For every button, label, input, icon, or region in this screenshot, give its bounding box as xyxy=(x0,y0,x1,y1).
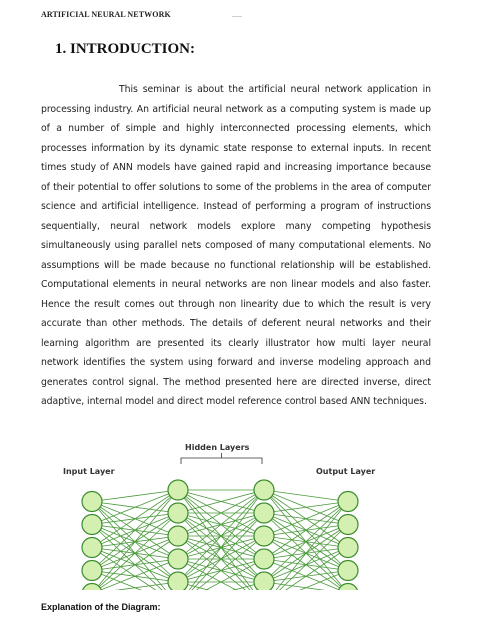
output-node xyxy=(338,561,358,581)
network-edge xyxy=(92,582,178,590)
input-node xyxy=(82,538,102,558)
hidden-node xyxy=(254,503,274,523)
network-edge xyxy=(264,490,348,590)
network-edge xyxy=(92,490,178,571)
input-layer-label: Input Layer xyxy=(63,467,115,476)
network-edge xyxy=(92,490,178,502)
output-layer-label: Output Layer xyxy=(316,467,376,476)
neural-network-diagram xyxy=(50,440,400,590)
network-edges xyxy=(92,490,348,590)
hidden-node xyxy=(254,549,274,569)
hidden-layers-label: Hidden Layers xyxy=(185,443,250,452)
input-node xyxy=(82,492,102,512)
input-node xyxy=(82,561,102,581)
header-mark xyxy=(232,16,242,17)
network-edge xyxy=(178,582,264,590)
output-node xyxy=(338,538,358,558)
network-edge xyxy=(264,490,348,502)
explanation-heading: Explanation of the Diagram: xyxy=(41,602,161,612)
network-edge xyxy=(92,490,178,525)
hidden-node xyxy=(168,526,188,546)
hidden-node xyxy=(254,526,274,546)
hidden-node xyxy=(168,549,188,569)
network-edge xyxy=(264,582,348,590)
network-edge xyxy=(264,502,348,560)
network-edge xyxy=(92,490,178,548)
network-edge xyxy=(178,582,264,590)
hidden-layers-bracket xyxy=(181,453,262,464)
output-node xyxy=(338,492,358,512)
hidden-node xyxy=(254,480,274,500)
output-node xyxy=(338,515,358,535)
network-edge xyxy=(264,502,348,583)
introduction-paragraph: This seminar is about the artificial neural network application in processing industry. An artificial neural network as a computing system is made up of a number of simple and highly interconnected processing elements, which processes information by its dynamic state response to external inputs. In recent times study of ANN models have gained rapid and increasing importance because of their potential to offer solutions to some of the problems in the area of computer science and artificial intelligence. Instead of performing a program of instructions sequentially, neural network models explore many competing hypothesis simultaneously using parallel nets composed of many computational elements. No assumptions will be made because no functional relationship will be established. Computational elements in neural networks are non linear models and also faster. Hence the result comes out through non linearity due to which the result is very accurate than other methods. The details of deferent neural networks and their learning algorithm are presented its clearly illustrator how multi layer neural network identifies the system using forward and inverse modeling approach and generates control signal. The method presented here are directed inverse, direct adaptive, internal model and direct model reference control based ANN techniques. xyxy=(41,84,431,407)
hidden-node xyxy=(168,503,188,523)
hidden-node xyxy=(168,572,188,590)
network-edge xyxy=(92,490,178,590)
running-header: ARTIFICIAL NEURAL NETWORK xyxy=(41,10,171,19)
neural-network-svg xyxy=(50,440,400,590)
input-node xyxy=(82,515,102,535)
hidden-node xyxy=(168,480,188,500)
network-edge xyxy=(264,502,348,514)
hidden-node xyxy=(254,572,274,590)
network-edge xyxy=(264,502,348,537)
section-title: 1. INTRODUCTION: xyxy=(55,41,196,57)
